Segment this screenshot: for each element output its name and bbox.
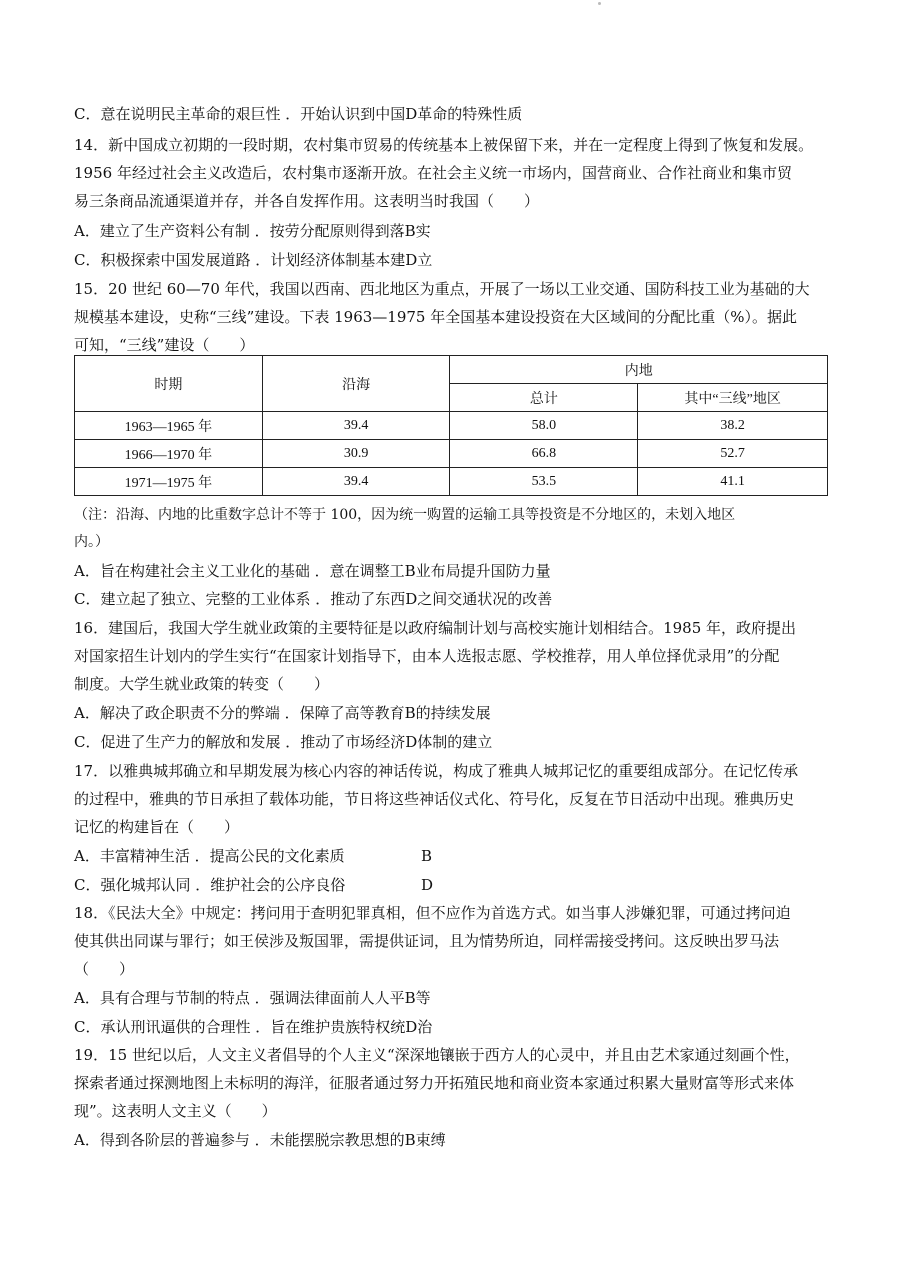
q17-stem-line-2: 的过程中，雅典的节日承担了载体功能，节日将这些神话仪式化、符号化，反复在节日活动中出现。雅典历史 [74, 790, 795, 808]
q14-stem-line-2: 1956 年经过社会主义改造后，农村集市逐渐开放。在社会主义统一市场内，国营商业、合作社商业和集市贸 [74, 164, 792, 182]
q16-stem-line-1: 16．建国后，我国大学生就业政策的主要特征是以政府编制计划与高校实施计划相结合。1985 年，政府提出 [74, 619, 797, 637]
header-coastal: 沿海 [262, 356, 450, 412]
q17-option-ab: A．丰富精神生活 ．提高公民的文化素质 [74, 847, 345, 865]
cell-coastal: 39.4 [262, 412, 450, 440]
q15-option-cd: C．建立起了独立、完整的工业体系 ．推动了东西D之间交通状况的改善 [74, 590, 553, 608]
table-row [75, 440, 828, 468]
cell-total: 58.0 [450, 412, 638, 440]
cell-third-line: 38.2 [638, 412, 828, 440]
page-dot-mark [598, 2, 601, 5]
q19-stem-line-3: 现”。这表明人文主义（ ） [74, 1102, 277, 1120]
q16-stem-line-3: 制度。大学生就业政策的转变（ ） [74, 675, 330, 693]
q18-stem-line-1: 18．《民法大全》中规定：拷问用于查明犯罪真相，但不应作为首选方式。如当事人涉嫌犯罪，可通过拷问迫 [74, 904, 791, 922]
cell-period: 1971—1975 年 [75, 468, 263, 496]
cell-third-line: 52.7 [638, 440, 828, 468]
cell-period: 1963—1965 年 [75, 412, 263, 440]
cell-total: 53.5 [450, 468, 638, 496]
q17-option-b-letter: B [421, 847, 433, 865]
q19-option-ab: A．得到各阶层的普遍参与 ．未能摆脱宗教思想的B束缚 [74, 1131, 446, 1149]
q17-stem-line-3: 记忆的构建旨在（ ） [74, 818, 240, 836]
q15-note-line-2: 内。） [74, 534, 109, 550]
q18-option-cd: C．承认刑讯逼供的合理性 ．旨在维护贵族特权统D治 [74, 1018, 433, 1036]
q15-note-line-1: （注：沿海、内地的比重数字总计不等于 100，因为统一购置的运输工具等投资是不分地区的，未划入地区 [74, 507, 736, 523]
q15-stem-line-1: 15．20 世纪 60—70 年代，我国以西南、西北地区为重点，开展了一场以工业交通、国防科技工业为基础的大 [74, 280, 810, 298]
q17-option-d-letter: D [421, 876, 434, 894]
q19-stem-line-2: 探索者通过探测地图上未标明的海洋，征服者通过努力开拓殖民地和商业资本家通过积累大量财富等形式来体 [74, 1074, 795, 1092]
cell-period: 1966—1970 年 [75, 440, 263, 468]
q14-option-ab: A．建立了生产资料公有制 ．按劳分配原则得到落B实 [74, 222, 431, 240]
q17-stem-line-1: 17．以雅典城邦确立和早期发展为核心内容的神话传说，构成了雅典人城邦记忆的重要组成部分。在记忆传承 [74, 762, 799, 780]
cell-coastal: 30.9 [262, 440, 450, 468]
header-third-line: 其中“三线”地区 [638, 384, 828, 412]
q14-option-cd: C．积极探索中国发展道路 ．计划经济体制基本建D立 [74, 251, 433, 269]
table-row [75, 412, 828, 440]
q13-option-line: C．意在说明民主革命的艰巨性 ．开始认识到中国D革命的特殊性质 [74, 105, 523, 123]
cell-third-line: 41.1 [638, 468, 828, 496]
q15-stem-line-3: 可知，“三线”建设（ ） [74, 336, 255, 354]
header-period: 时期 [75, 356, 263, 412]
header-total: 总计 [450, 384, 638, 412]
q15-stem-line-2: 规模基本建设，史称“三线”建设。下表 1963—1975 年全国基本建设投资在大区域间的分配比重（%）。据此 [74, 308, 797, 326]
header-inland: 内地 [450, 356, 828, 384]
cell-coastal: 39.4 [262, 468, 450, 496]
q18-option-ab: A．具有合理与节制的特点 ．强调法律面前人人平B等 [74, 989, 431, 1007]
q19-stem-line-1: 19．15 世纪以后，人文主义者倡导的个人主义“深深地镶嵌于西方人的心灵中，并且由艺术家通过刻画个性， [74, 1046, 800, 1064]
investment-table [74, 355, 828, 496]
q18-stem-line-2: 使其供出同谋与罪行；如王侯涉及叛国罪，需提供证词，且为情势所迫，同样需接受拷问。这反映出罗马法 [74, 932, 780, 950]
q18-stem-line-3: （ ） [74, 960, 135, 978]
q16-stem-line-2: 对国家招生计划内的学生实行“在国家计划指导下，由本人选报志愿、学校推荐，用人单位择优录用”的分配 [74, 647, 780, 665]
q16-option-ab: A．解决了政企职责不分的弊端 ．保障了高等教育B的持续发展 [74, 704, 491, 722]
q17-option-cd: C．强化城邦认同 ．维护社会的公序良俗 [74, 876, 346, 894]
q16-option-cd: C．促进了生产力的解放和发展 ．推动了市场经济D体制的建立 [74, 733, 493, 751]
q14-stem-line-1: 14．新中国成立初期的一段时期，农村集市贸易的传统基本上被保留下来，并在一定程度上得到了恢复和发展。 [74, 136, 814, 154]
cell-total: 66.8 [450, 440, 638, 468]
table-row [75, 468, 828, 496]
q15-option-ab: A．旨在构建社会主义工业化的基础 ．意在调整工B业布局提升国防力量 [74, 562, 551, 580]
q14-stem-line-3: 易三条商品流通渠道并存，并各自发挥作用。这表明当时我国（ ） [74, 192, 540, 210]
